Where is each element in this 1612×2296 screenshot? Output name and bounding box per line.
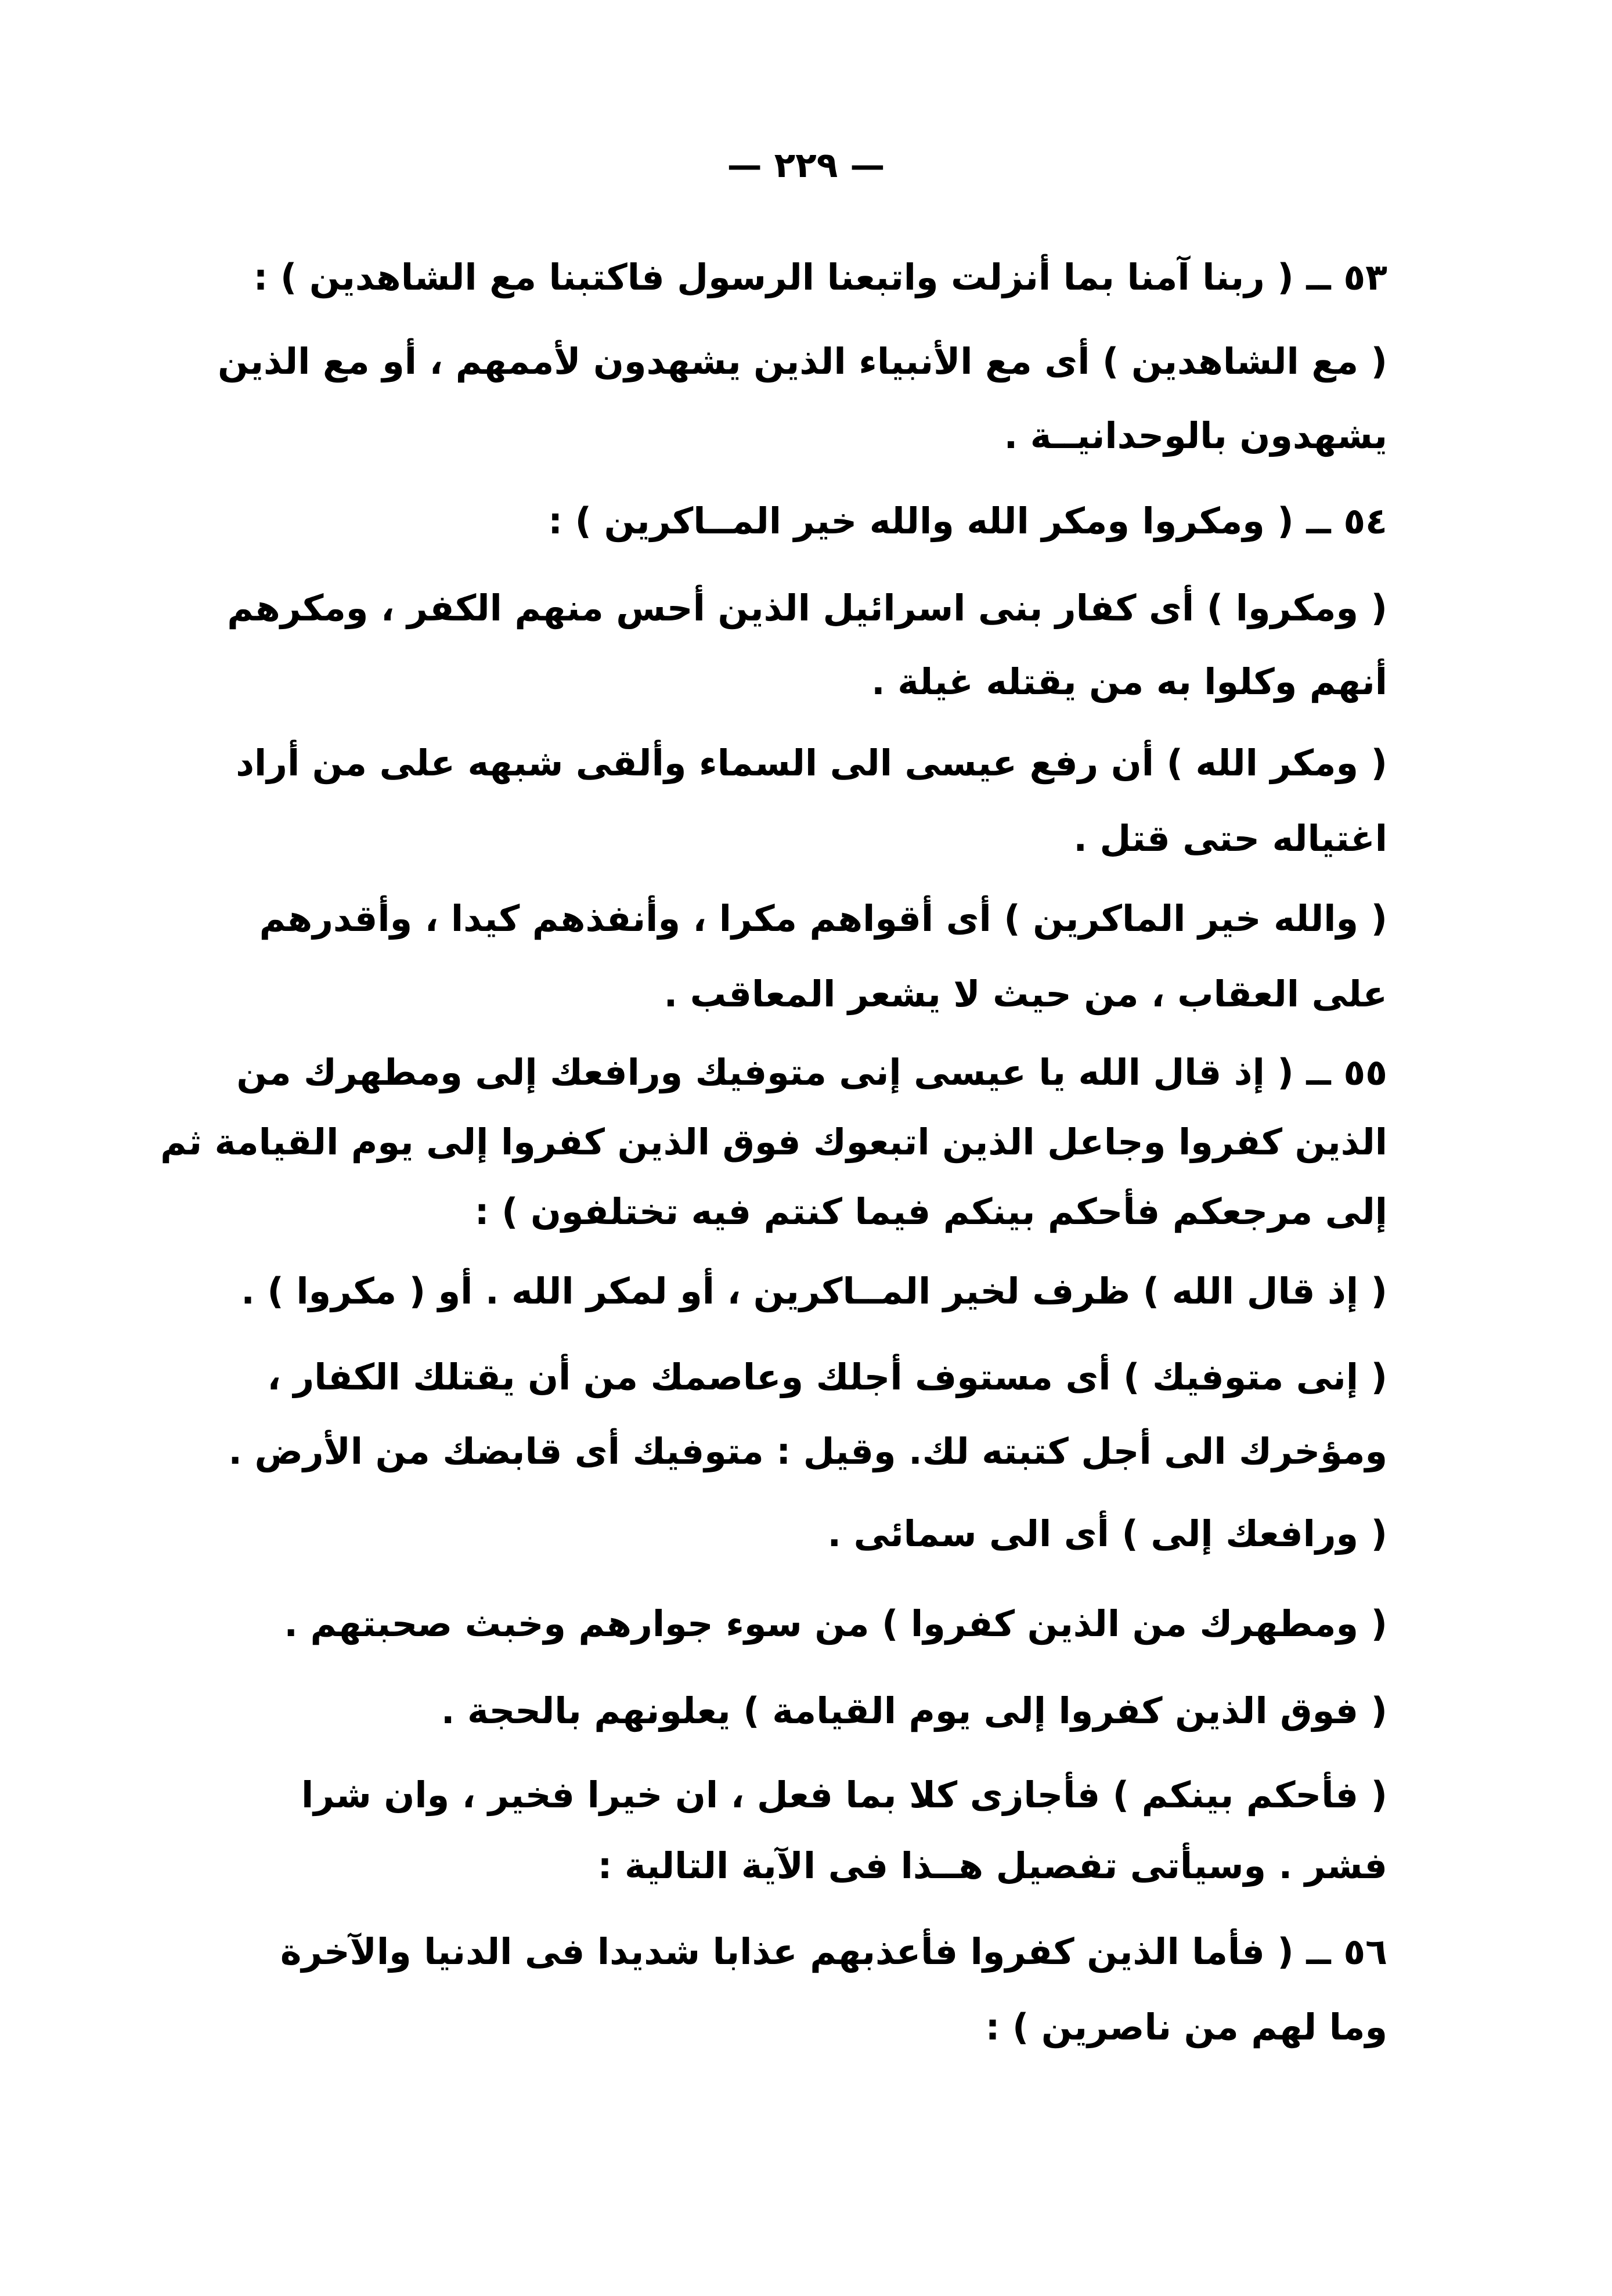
page-number: — ٢٢٩ — (727, 145, 885, 186)
commentary-line: ( ورافعك إلى ) أى الى سمائى . (827, 1512, 1387, 1555)
verse-56-line-2: وما لهم من ناصرين ) : (985, 2006, 1387, 2048)
commentary-line: ( ومطهرك من الذين كفروا ) من سوء جوارهم وخبث صحبتهم . (284, 1602, 1387, 1645)
commentary-line: أنهم وكلوا به من يقتله غيلة . (871, 660, 1387, 703)
verse-55-line-2: الذين كفروا وجاعل الذين اتبعوك فوق الذين كفروا إلى يوم القيامة ثم (160, 1121, 1387, 1163)
verse-56-line-1: ٥٦ ــ ( فأما الذين كفروا فأعذبهم عذابا شديدا فى الدنيا والآخرة (280, 1930, 1387, 1973)
verse-55-line-1: ٥٥ ــ ( إذ قال الله يا عيسى إنى متوفيك ورافعك إلى ومطهرك من (236, 1051, 1387, 1093)
verse-53-line-1: ٥٣ ــ ( ربنا آمنا بما أنزلت واتبعنا الرسول فاكتبنا مع الشاهدين ) : (253, 256, 1387, 298)
commentary-line: ( إذ قال الله ) ظرف لخير المــاكرين ، أو لمكر الله . أو ( مكروا ) . (241, 1270, 1387, 1312)
commentary-line: ومؤخرك الى أجل كتبته لك. وقيل : متوفيك أى قابضك من الأرض . (228, 1430, 1387, 1472)
commentary-line: فشر . وسيأتى تفصيل هــذا فى الآية التالية : (597, 1844, 1387, 1887)
commentary-line: اغتياله حتى قتل . (1073, 817, 1387, 860)
commentary-line: ( مع الشاهدين ) أى مع الأنبياء الذين يشهدون لأممهم ، أو مع الذين (217, 340, 1387, 382)
commentary-line: ( ومكروا ) أى كفار بنى اسرائيل الذين أحس منهم الكفر ، ومكرهم (227, 587, 1387, 629)
commentary-line: ( فأحكم بينكم ) فأجازى كلا بما فعل ، ان خيرا فخير ، وان شرا (301, 1774, 1387, 1816)
commentary-line: يشهدون بالوحدانيــة . (1004, 414, 1387, 457)
commentary-line: على العقاب ، من حيث لا يشعر المعاقب . (663, 973, 1387, 1015)
commentary-line: ( فوق الذين كفروا إلى يوم القيامة ) يعلونهم بالحجة . (441, 1689, 1387, 1732)
commentary-line: ( ومكر الله ) أن رفع عيسى الى السماء وألقى شبهه على من أراد (236, 742, 1387, 784)
commentary-line: ( والله خير الماكرين ) أى أقواهم مكرا ، وأنفذهم كيدا ، وأقدرهم (259, 897, 1387, 940)
commentary-line: ( إنى متوفيك ) أى مستوف أجلك وعاصمك من أن يقتلك الكفار ، (267, 1356, 1387, 1398)
verse-54-line-1: ٥٤ ــ ( ومكروا ومكر الله والله خير المــاكرين ) : (548, 500, 1387, 542)
verse-55-line-3: إلى مرجعكم فأحكم بينكم فيما كنتم فيه تختلفون ) : (474, 1190, 1387, 1233)
